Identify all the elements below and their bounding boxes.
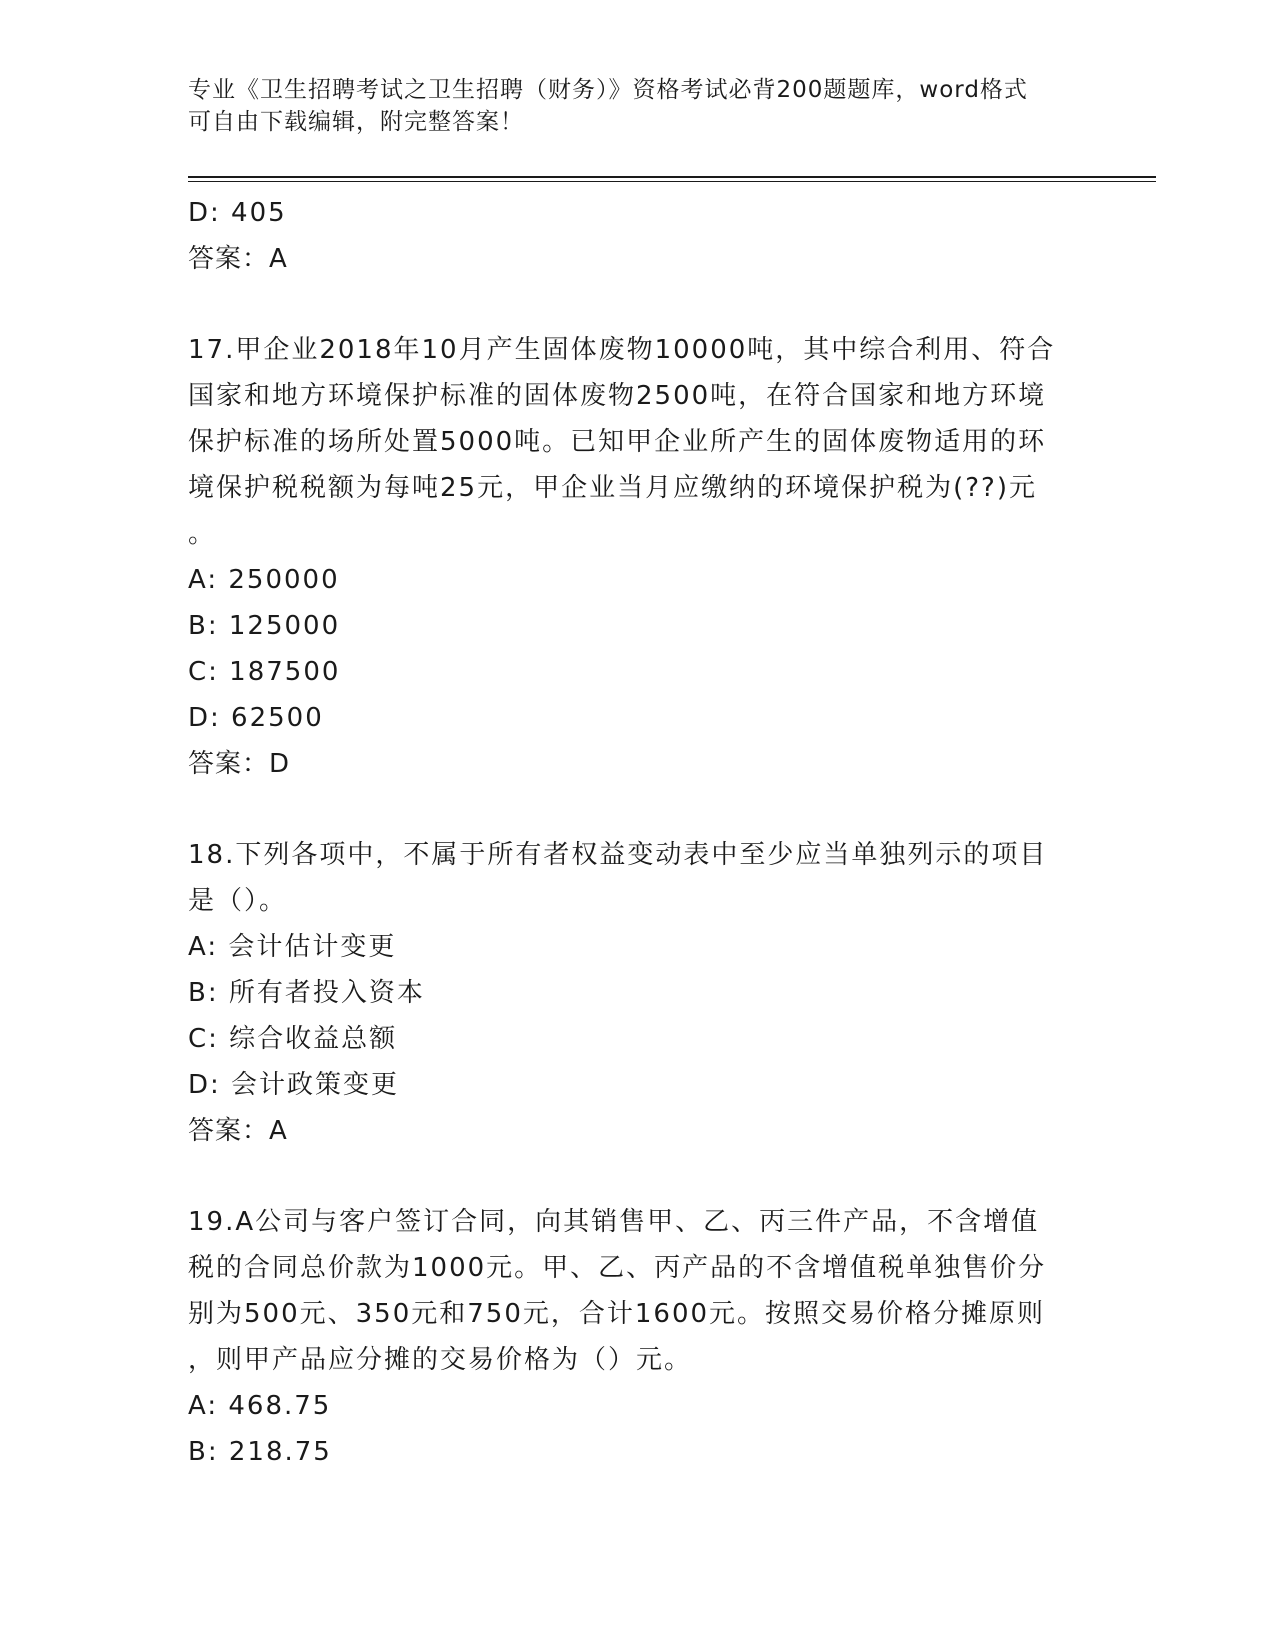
question-line: 。 xyxy=(188,519,217,549)
option-d: D: 会计政策变更 xyxy=(188,1070,400,1100)
header-rule xyxy=(188,176,1156,178)
question-18 xyxy=(188,832,1068,924)
question-line: ，则甲产品应分摊的交易价格为（）元。 xyxy=(188,1345,693,1375)
question-line: 是（）。 xyxy=(188,886,288,916)
question-line: 18.下列各项中，不属于所有者权益变动表中至少应当单独列示的项目 xyxy=(188,840,1048,870)
page-header xyxy=(188,74,1068,138)
option-d: D: 405 xyxy=(188,198,287,228)
question-17 xyxy=(188,327,1068,557)
header-line: 专业《卫生招聘考试之卫生招聘（财务）》资格考试必背200题题库，word格式 xyxy=(188,77,1028,103)
option-c: C: 综合收益总额 xyxy=(188,1024,398,1054)
option-b: B: 218.75 xyxy=(188,1437,332,1467)
question-line: 境保护税税额为每吨25元，甲企业当月应缴纳的环境保护税为(??)元 xyxy=(188,473,1037,503)
question-line: 别为500元、350元和750元，合计1600元。按照交易价格分摊原则 xyxy=(188,1299,1046,1329)
question-line: 19.A公司与客户签订合同，向其销售甲、乙、丙三件产品，不含增值 xyxy=(188,1207,1040,1237)
option-a: A: 250000 xyxy=(188,565,340,595)
question-line: 国家和地方环境保护标准的固体废物2500吨，在符合国家和地方环境 xyxy=(188,381,1047,411)
question-line: 17.甲企业2018年10月产生固体废物10000吨，其中综合利用、符合 xyxy=(188,335,1056,365)
option-c: C: 187500 xyxy=(188,657,341,687)
option-a: A: 会计估计变更 xyxy=(188,932,397,962)
option-b: B: 125000 xyxy=(188,611,341,641)
question-line: 保护标准的场所处置5000吨。已知甲企业所产生的固体废物适用的环 xyxy=(188,427,1047,457)
answer-line: 答案：A xyxy=(188,1116,288,1146)
question-19 xyxy=(188,1199,1068,1383)
option-b: B: 所有者投入资本 xyxy=(188,978,425,1008)
answer-line: 答案：D xyxy=(188,749,291,779)
header-line: 可自由下载编辑，附完整答案！ xyxy=(188,109,524,135)
option-a: A: 468.75 xyxy=(188,1391,332,1421)
header-rule-thin xyxy=(188,181,1156,182)
option-d: D: 62500 xyxy=(188,703,324,733)
answer-line: 答案：A xyxy=(188,244,288,274)
main-content xyxy=(188,190,1068,1475)
question-line: 税的合同总价款为1000元。甲、乙、丙产品的不含增值税单独售价分 xyxy=(188,1253,1047,1283)
